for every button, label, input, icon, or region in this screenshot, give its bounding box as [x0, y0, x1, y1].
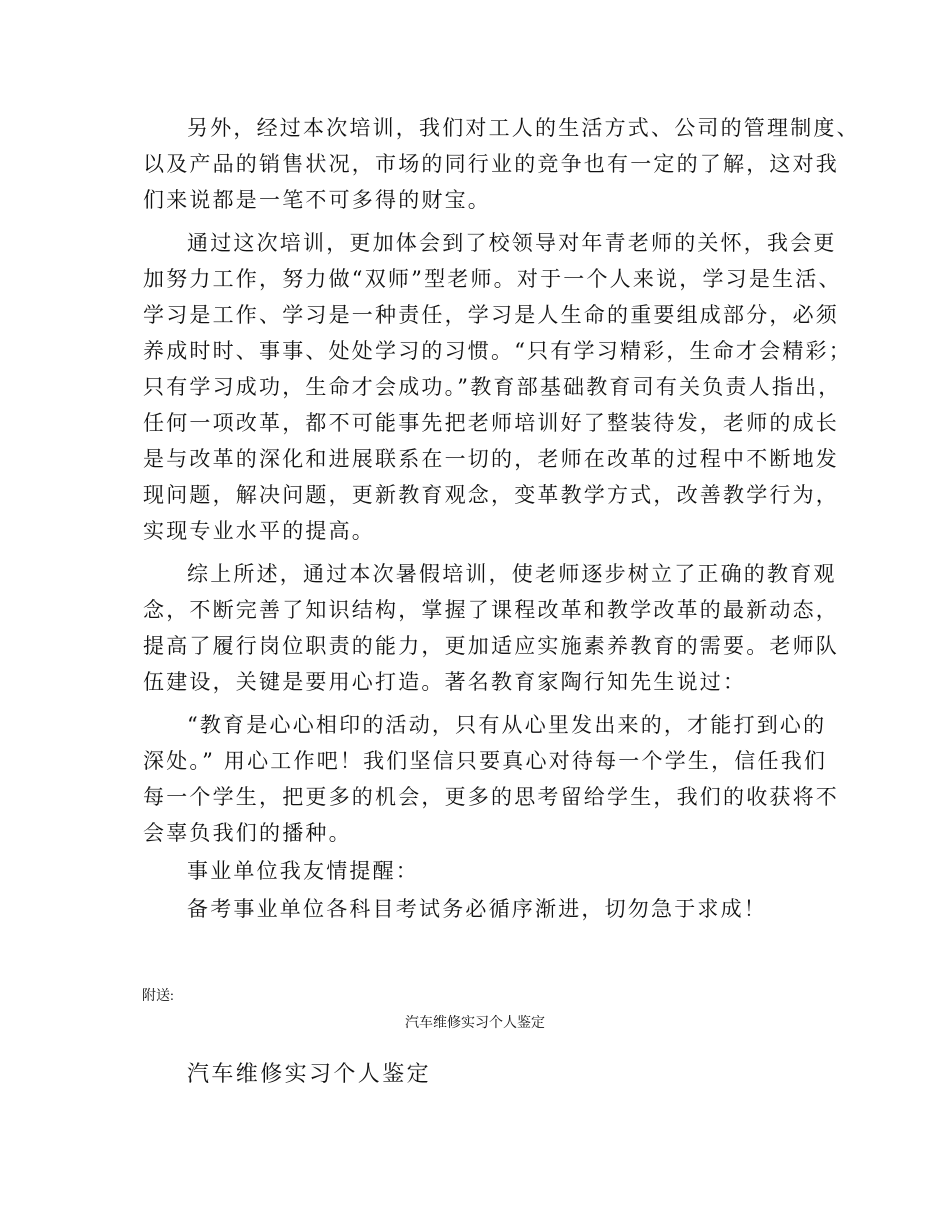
paragraph-1-line-1: 另外，经过本次培训，我们对工人的生活方式、公司的管理制度、: [187, 116, 860, 140]
paragraph-2-line-5: 只有学习成功，生命才会成功。”教育部基础教育司有关负责人指出，: [143, 375, 842, 399]
paragraph-4-line-2: 深处。” 用心工作吧！我们坚信只要真心对待每一个学生，信任我们: [143, 749, 828, 773]
appendix-title: 汽车维修实习个人鉴定: [405, 1016, 545, 1031]
reminder-heading: 事业单位我友情提醒：: [187, 859, 419, 883]
paragraph-2-line-8: 现问题，解决问题，更新教育观念，变革教学方式，改善教学行为，: [143, 483, 839, 507]
paragraph-2-line-4: 养成时时、事事、处处学习的习惯。“只有学习精彩，生命才会精彩；: [143, 339, 852, 363]
paragraph-2-line-3: 学习是工作、学习是一种责任，学习是人生命的重要组成部分，必须: [143, 303, 839, 327]
paragraph-4-line-4: 会辜负我们的播种。: [143, 821, 352, 845]
paragraph-2-line-2: 加努力工作，努力做“双师”型老师。对于一个人来说，学习是生活、: [143, 267, 842, 291]
paragraph-2-line-9: 实现专业水平的提高。: [143, 519, 375, 543]
paragraph-4-line-1: “教育是心心相印的活动，只有从心里发出来的，才能打到心的: [187, 713, 827, 737]
paragraph-2-line-1: 通过这次培训，更加体会到了校领导对年青老师的关怀，我会更: [187, 231, 837, 255]
reminder-text: 备考事业单位各科目考试务必循序渐进，切勿急于求成！: [187, 897, 767, 921]
paragraph-1-line-2: 以及产品的销售状况，市场的同行业的竞争也有一定的了解，这对我: [143, 152, 839, 176]
paragraph-3-line-3: 提高了履行岗位职责的能力，更加适应实施素养教育的需要。老师队: [143, 634, 839, 658]
paragraph-3-line-4: 伍建设，关键是要用心打造。著名教育家陶行知先生说过：: [143, 670, 747, 694]
paragraph-2-line-6: 任何一项改革，都不可能事先把老师培训好了整装待发，老师的成长: [143, 411, 839, 435]
paragraph-4-line-3: 每一个学生，把更多的机会，更多的思考留给学生，我们的收获将不: [143, 785, 839, 809]
appendix-label: 附送:: [142, 989, 174, 1004]
paragraph-2-line-7: 是与改革的深化和进展联系在一切的，老师在改革的过程中不断地发: [143, 447, 839, 471]
paragraph-1-line-3: 们来说都是一笔不可多得的财宝。: [143, 188, 491, 212]
paragraph-3-line-2: 念，不断完善了知识结构，掌握了课程改革和教学改革的最新动态，: [143, 598, 839, 622]
appendix-heading: 汽车维修实习个人鉴定: [187, 1062, 432, 1087]
paragraph-3-line-1: 综上所述，通过本次暑假培训，使老师逐步树立了正确的教育观: [187, 562, 837, 586]
